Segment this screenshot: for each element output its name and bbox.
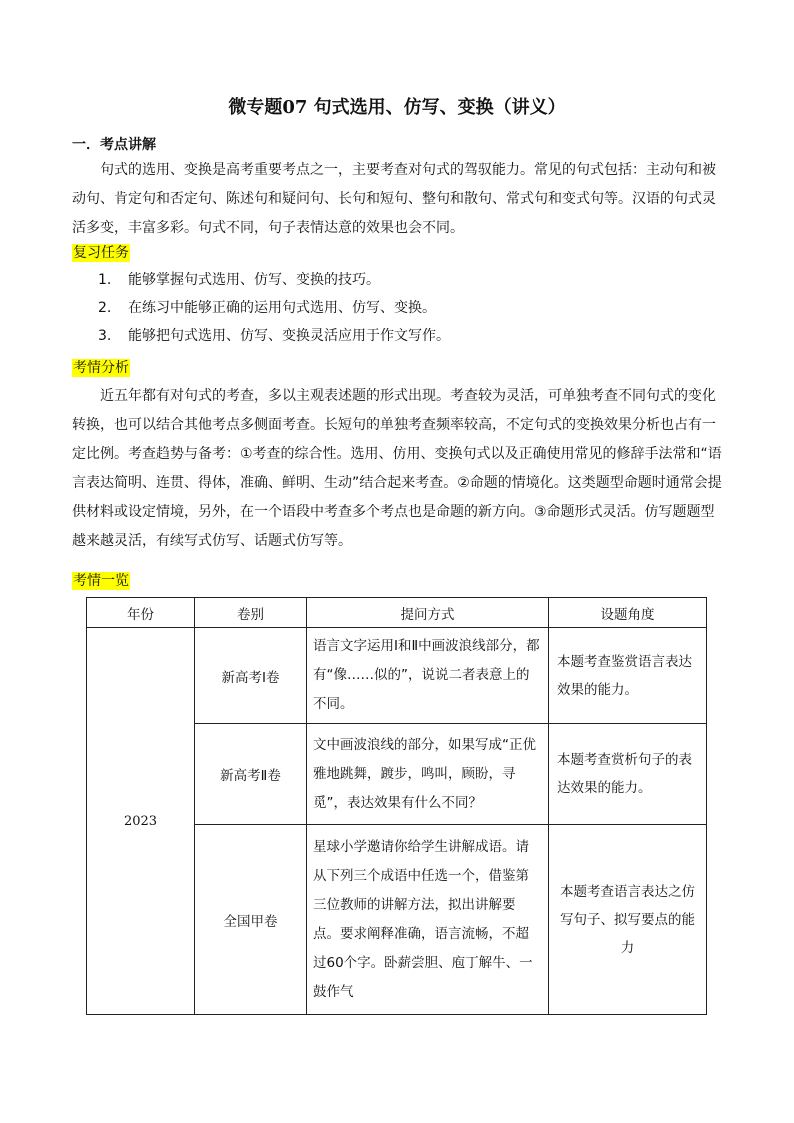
overview-label: 考情一览 <box>73 573 129 589</box>
analysis-label: 考情分析 <box>73 360 129 376</box>
list-item-number: 2. <box>98 300 112 316</box>
review-task-list <box>98 266 450 350</box>
angle-cell: 本题考查鉴赏语言表达效果的能力。 <box>549 628 707 724</box>
table-row <box>87 628 707 724</box>
year-cell: 2023 <box>87 628 195 1015</box>
paper-cell: 全国甲卷 <box>195 825 307 1015</box>
list-item-number: 3. <box>98 328 112 344</box>
angle-cell: 本题考查语言表达之仿写句子、拟写要点的能力 <box>549 825 707 1015</box>
angle-cell: 本题考查赏析句子的表达效果的能力。 <box>549 724 707 825</box>
column-header: 提问方式 <box>307 598 549 628</box>
list-item <box>98 322 450 350</box>
list-item <box>98 294 450 322</box>
column-header: 设题角度 <box>549 598 707 628</box>
list-item-text: 能够把句式选用、仿写、变换灵活应用于作文写作。 <box>128 328 450 344</box>
column-header: 年份 <box>87 598 195 628</box>
analysis-paragraph: 近五年都有对句式的考查，多以主观表述题的形式出现。考查较为灵活，可单独考查不同句式的变化转换，也可以结合其他考点多侧面考查。长短句的单独考查频率较高，不定句式的变换效果分析也占有一定比例。考查趋势与备考：①考查的综合性。选用、仿用、变换句式以及正确使用常见的修辞手法常和“语言表达简明、连贯、得体，准确、鲜明、生动”结合起来考查。②命题的情境化。这类题型命题时通常会提供材料或设定情境，另外，在一个语段中考查多个考点也是命题的新方向。③命题形式灵活。仿写题题型越来越灵活，有续写式仿写、话题式仿写等。 <box>72 388 722 549</box>
question-cell: 文中画波浪线的部分，如果写成“正优雅地跳舞，踱步，鸣叫，顾盼，寻觅”，表达效果有什么不同？ <box>307 724 549 825</box>
list-item-text: 在练习中能够正确的运用句式选用、仿写、变换。 <box>128 300 436 316</box>
page-title: 微专题07 句式选用、仿写、变换（讲义） <box>228 97 566 118</box>
section-heading: 一．考点讲解 <box>72 137 156 153</box>
paper-cell: 新高考Ⅰ卷 <box>195 628 307 724</box>
overview-table <box>86 597 707 1015</box>
question-cell: 语言文字运用Ⅰ和Ⅱ中画波浪线部分，都有“像……似的”，说说二者表意上的不同。 <box>307 628 549 724</box>
list-item <box>98 266 450 294</box>
list-item-text: 能够掌握句式选用、仿写、变换的技巧。 <box>128 272 380 288</box>
table-header-row <box>87 598 707 628</box>
list-item-number: 1. <box>98 272 112 288</box>
review-task-label: 复习任务 <box>73 245 129 261</box>
column-header: 卷别 <box>195 598 307 628</box>
question-cell: 星球小学邀请你给学生讲解成语。请从下列三个成语中任选一个，借鉴第三位教师的讲解方法，拟出讲解要点。要求阐释准确，语言流畅，不超过60个字。卧薪尝胆、庖丁解牛、一鼓作气 <box>307 825 549 1015</box>
intro-paragraph: 句式的选用、变换是高考重要考点之一，主要考查对句式的驾驭能力。常见的句式包括：主动句和被动句、肯定句和否定句、陈述句和疑问句、长句和短句、整句和散句、常式句和变式句等。汉语的句式灵活多变，丰富多彩。句式不同，句子表情达意的效果也会不同。 <box>72 162 716 236</box>
paper-cell: 新高考Ⅱ卷 <box>195 724 307 825</box>
